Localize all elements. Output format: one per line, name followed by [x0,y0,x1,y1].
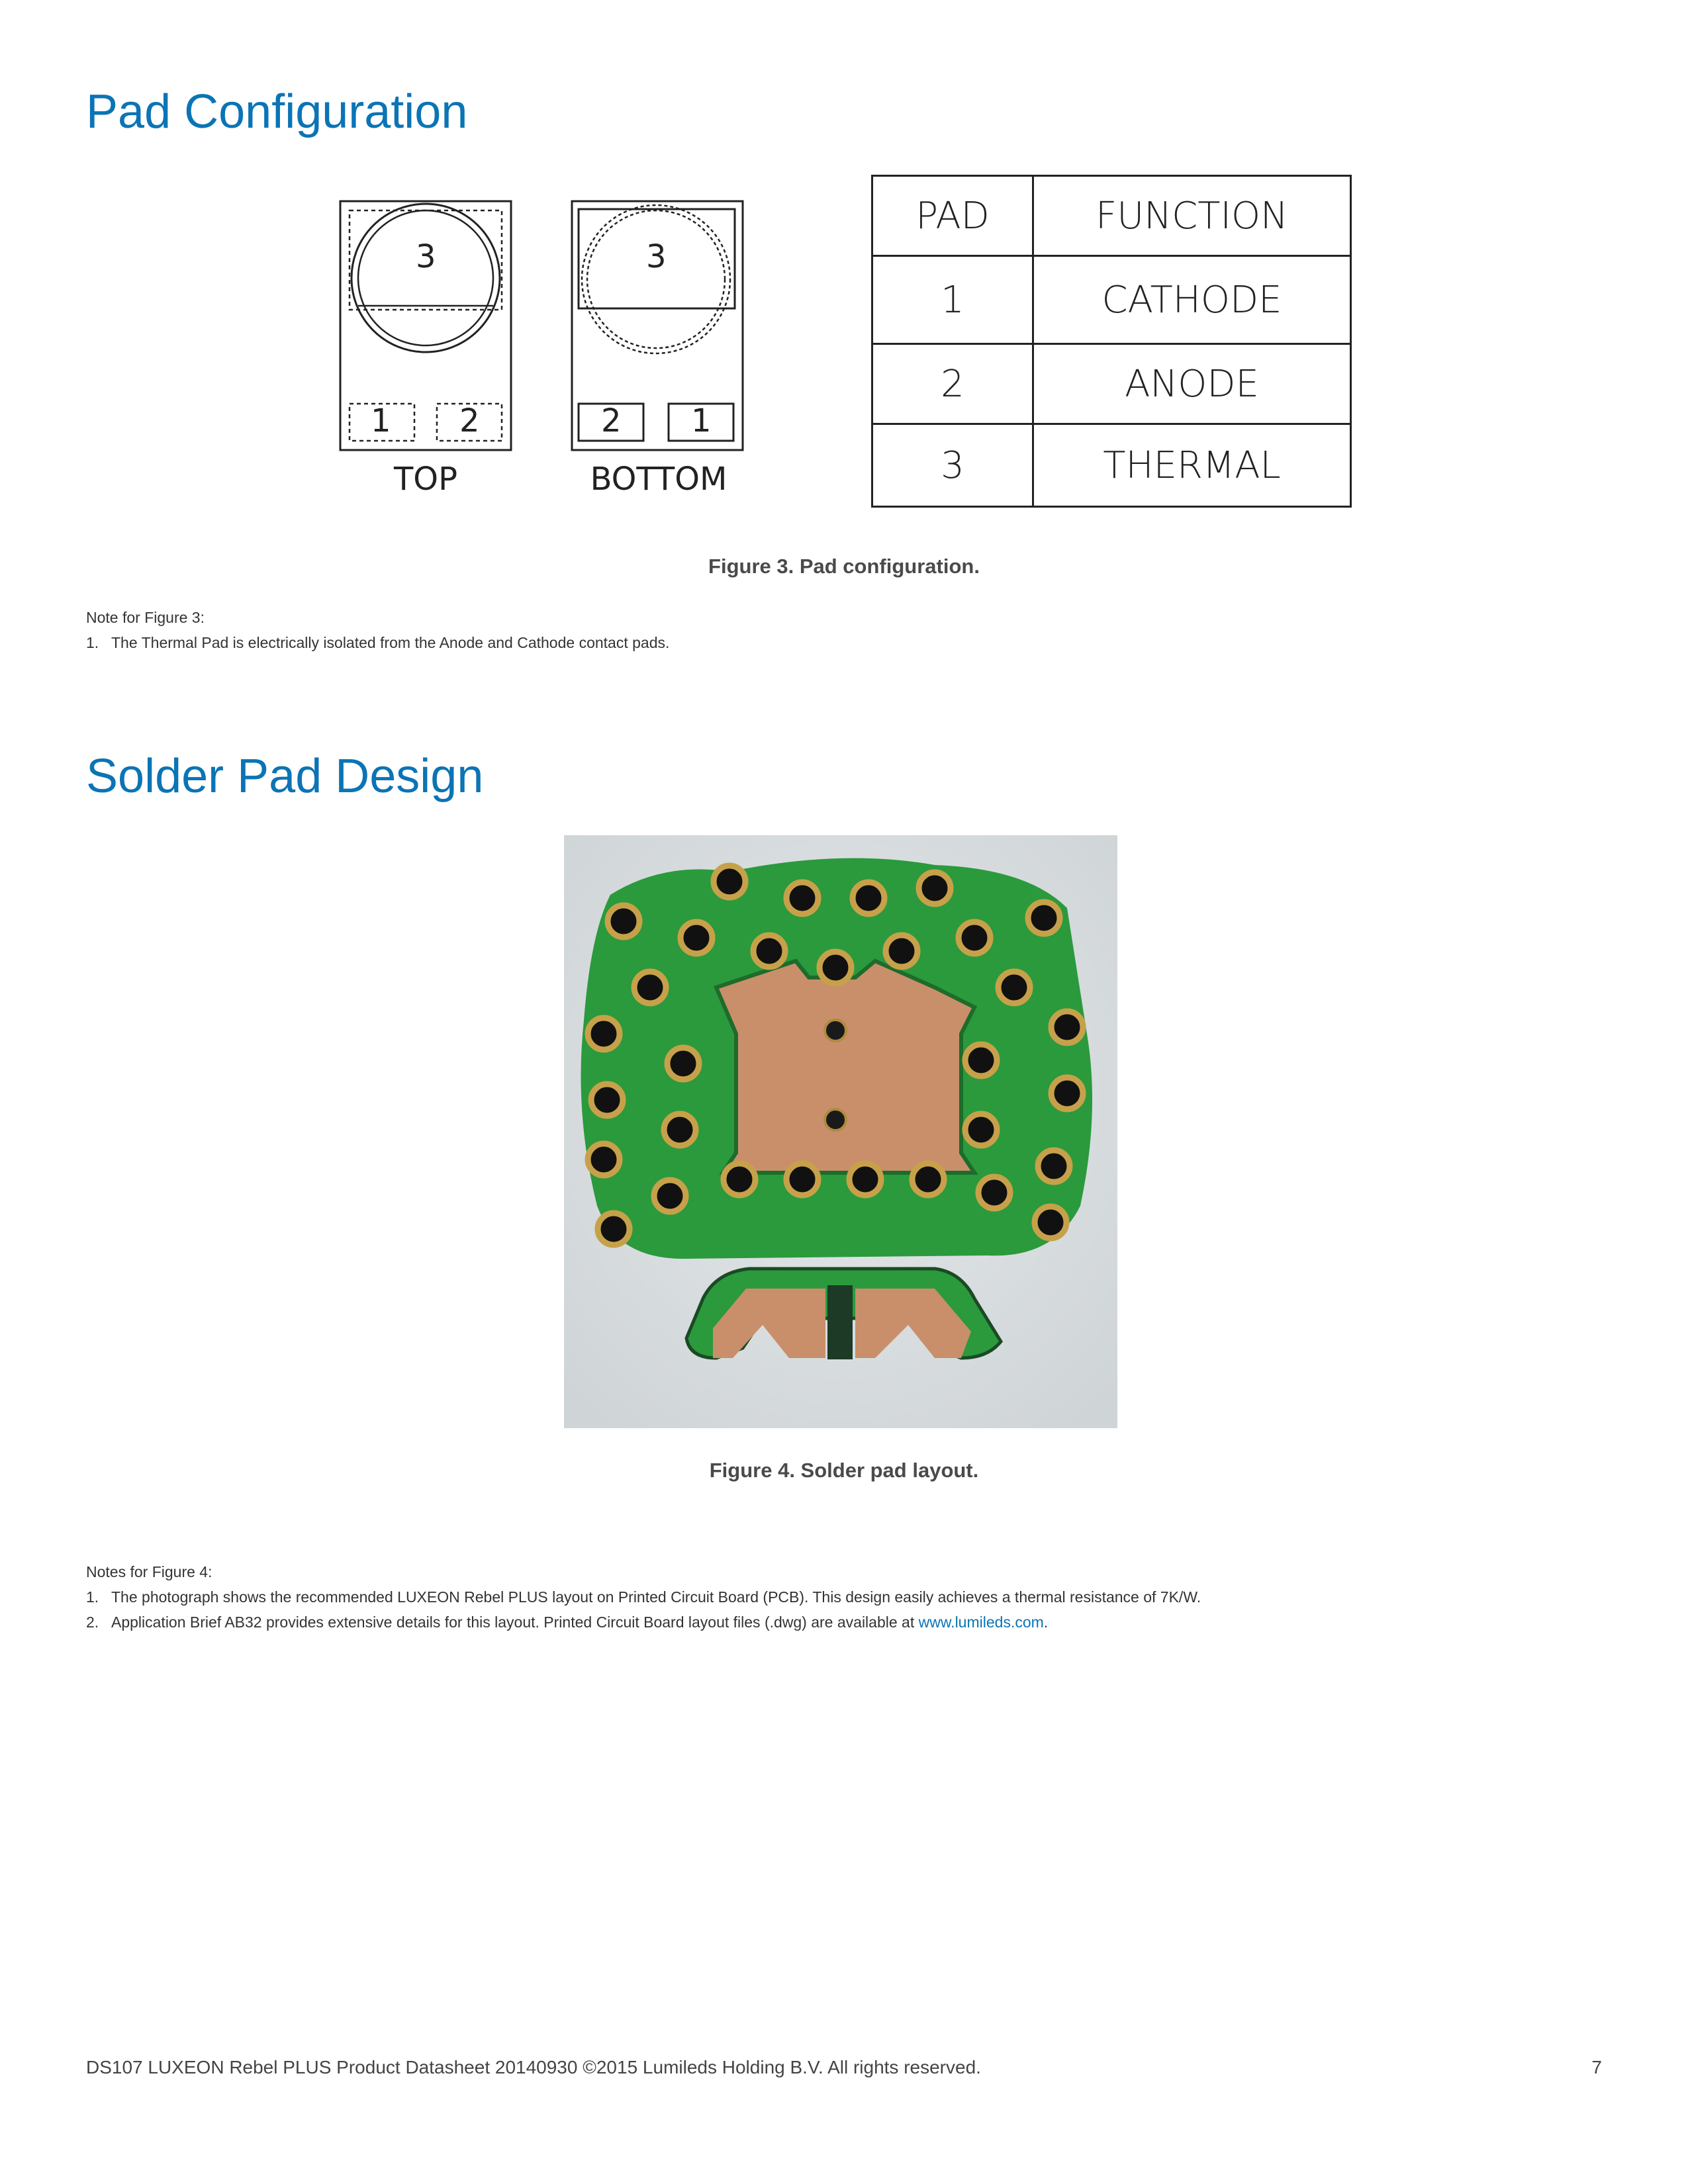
figure-4-notes-title: Notes for Figure 4: [86,1563,212,1580]
table-row [872,424,1351,507]
table-row [872,344,1351,424]
table-header-function: FUNCTION [1033,176,1351,256]
top-pad-3-label: 3 [416,238,436,275]
footer-text: DS107 LUXEON Rebel PLUS Product Datasheet 20140930 ©2015 Lumileds Holding B.V. All rights reserved. [86,2057,981,2077]
top-pad-1-label: 1 [371,402,391,439]
bottom-pad-1-label: 1 [691,402,712,439]
table-cell-function: CATHODE [1033,256,1351,344]
solder-pad-photo [564,835,1117,1428]
table-cell-pad: 1 [872,256,1033,344]
table-cell-function: ANODE [1033,344,1351,424]
table-row [872,256,1351,344]
table-cell-pad: 3 [872,424,1033,507]
figure-3-caption: Figure 3. Pad configuration. [708,555,980,578]
figure-4-note-1: 1. The photograph shows the recommended LUXEON Rebel PLUS layout on Printed Circuit Board (PCB). This design easily achieves a thermal resistance of 7K/W. [86,1588,1201,1606]
page-number: 7 [1591,2057,1602,2077]
figure-3-notes-title: Note for Figure 3: [86,609,205,626]
table-cell-pad: 2 [872,344,1033,424]
top-pad-2-label: 2 [459,402,480,439]
bottom-pad-2-label: 2 [601,402,622,439]
pad-function-table [871,175,1352,508]
table-header-row [872,176,1351,256]
bottom-view-label: BOTTOM [590,461,727,498]
figure-4-caption: Figure 4. Solder pad layout. [709,1459,979,1482]
section-title-pad-configuration: Pad Configuration [86,85,468,138]
table-cell-function: THERMAL [1033,424,1351,507]
top-view-label: TOP [393,461,458,498]
section-title-solder-pad-design: Solder Pad Design [86,750,484,803]
figure-4-note-2: 2. Application Brief AB32 provides extensive details for this layout. Printed Circuit Board layout files (.dwg) are available at www.lumileds.com. [86,1614,1049,1631]
bottom-pad-3-label: 3 [646,238,667,275]
figure-3-note-1: 1. The Thermal Pad is electrically isolated from the Anode and Cathode contact pads. [86,634,670,651]
table-header-pad: PAD [872,176,1033,256]
lumileds-link[interactable]: www.lumileds.com [918,1614,1044,1631]
